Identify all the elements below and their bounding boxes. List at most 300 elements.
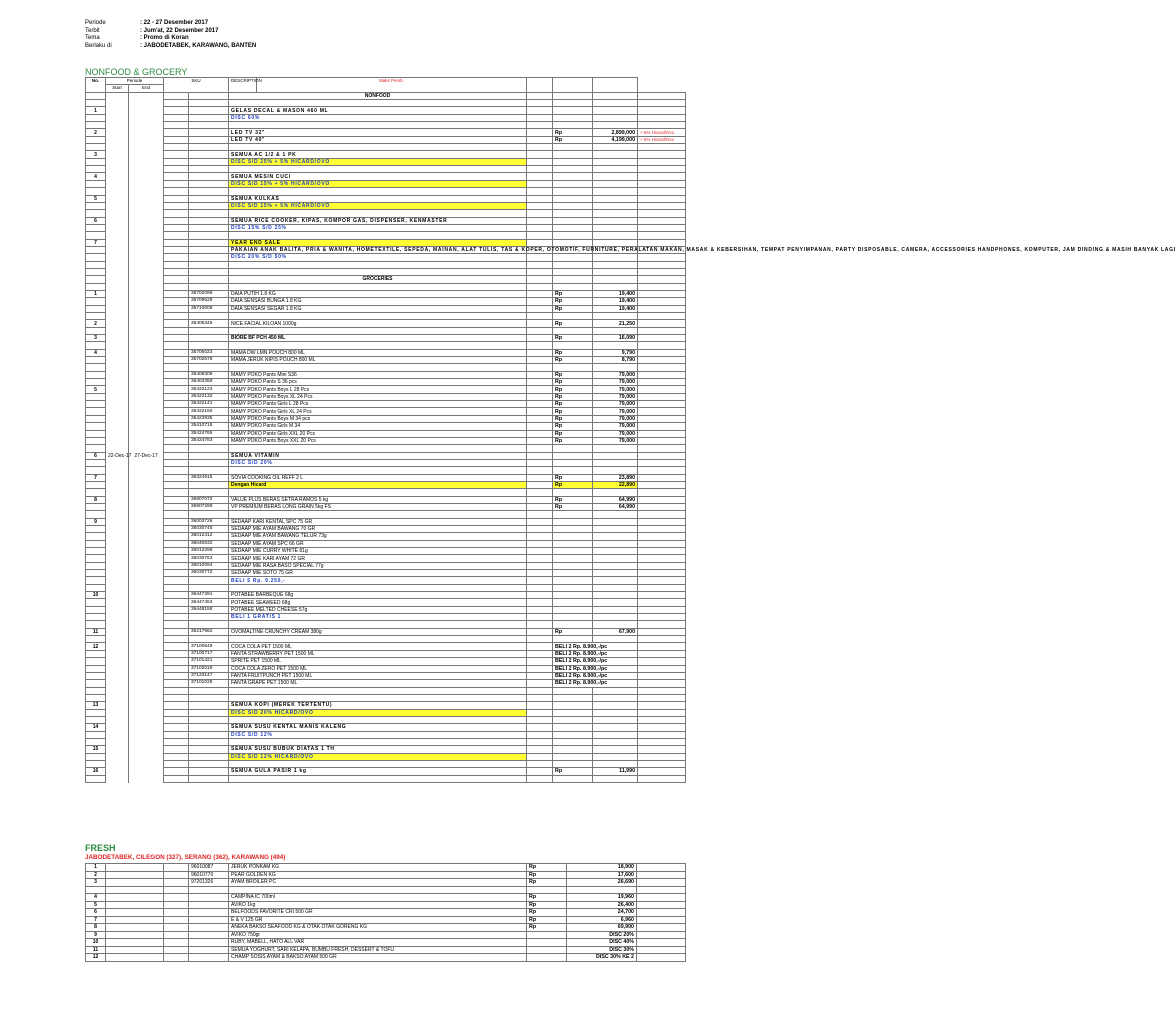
- price-cell: [593, 533, 638, 540]
- spacer-cell: [164, 290, 189, 297]
- spacer-cell: [164, 254, 189, 261]
- sku-cell: [189, 511, 229, 518]
- maks-cell: [527, 349, 553, 356]
- sku-cell: 37133147: [189, 672, 229, 679]
- periode-start: [106, 599, 129, 606]
- fresh-spacer: [164, 924, 189, 932]
- header-label: Periode: [85, 20, 106, 26]
- currency-cell: [553, 525, 593, 532]
- price-cell: [593, 592, 638, 599]
- maks-cell: [527, 753, 553, 760]
- note-cell: [638, 254, 686, 261]
- table-row: [86, 665, 686, 672]
- row-number: 6: [86, 217, 106, 224]
- note-cell: [638, 665, 686, 672]
- price-cell: [593, 100, 638, 107]
- price-cell: [593, 709, 638, 716]
- periode-start: [106, 694, 129, 701]
- periode-start: [106, 738, 129, 745]
- currency-cell: [553, 342, 593, 349]
- description-cell: [229, 599, 527, 606]
- currency-cell: [553, 122, 593, 129]
- periode-end: [129, 151, 164, 158]
- periode-start: [106, 246, 129, 253]
- spacer-cell: [164, 738, 189, 745]
- fresh-spacer: [106, 886, 164, 894]
- description-cell: [229, 327, 527, 334]
- description-cell: [229, 716, 527, 723]
- price-cell: [593, 114, 638, 121]
- price-cell: [593, 636, 638, 643]
- currency-cell: [553, 599, 593, 606]
- sku-cell: [189, 584, 229, 591]
- note-cell: [638, 570, 686, 577]
- row-number: [86, 276, 106, 283]
- description-cell: [229, 151, 527, 158]
- sku-cell: [189, 489, 229, 496]
- sku-cell: [189, 709, 229, 716]
- sku-cell: [189, 753, 229, 760]
- currency-cell: BELI 2 Rp. 8.900,-/pc: [553, 650, 638, 657]
- description-cell: [229, 746, 527, 753]
- description-text: POTABEE SEAWEED 68g: [231, 599, 291, 606]
- sku-cell: [189, 335, 229, 342]
- price-cell: [593, 467, 638, 474]
- row-number: [86, 680, 106, 687]
- periode-end: [129, 709, 164, 716]
- note-cell: [638, 768, 686, 775]
- row-number: [86, 254, 106, 261]
- price-cell: [593, 151, 638, 158]
- description-text: MAMY POKO Pants Girls XL 24 Pcs: [231, 408, 312, 415]
- note-cell: [638, 525, 686, 532]
- row-number: [86, 525, 106, 532]
- maks-cell: [527, 592, 553, 599]
- spacer-cell: [164, 166, 189, 173]
- description-text: PAKAIAN ANAK BALITA, PRIA & WANITA, HOMETEXTILE, SEPEDA, MAINAN, ALAT TULIS, TAS & KOPER, OTOMOTIF, FURNITURE, PERALATAN MAKAN, MASAK & KEBERSIHAN, TEMPAT PENYIMPANAN, PARTY DISPOSABLE, CAMERA, ACCESSORIES HANDPHONES, KOMPUTER, JAM DINDING & MASIH BANYAK LAGI: [231, 247, 1176, 254]
- table-row: [86, 687, 686, 694]
- description-text: NICE FACIAL KILOAN 1000g: [231, 320, 297, 327]
- header-row: [85, 43, 256, 51]
- promo-header: [85, 20, 256, 50]
- table-row: [86, 592, 686, 599]
- fresh-currency: Rp: [527, 864, 567, 872]
- currency-cell: [553, 584, 593, 591]
- periode-end: [129, 357, 164, 364]
- spacer-cell: [164, 702, 189, 709]
- maks-cell: [527, 180, 553, 187]
- currency-cell: [553, 548, 593, 555]
- description-cell: [229, 430, 527, 437]
- note-cell: [638, 144, 686, 151]
- description-text: SEMUA AC 1/2 & 1 PK: [231, 151, 297, 158]
- sku-cell: [189, 158, 229, 165]
- currency-cell: [553, 364, 593, 371]
- maks-cell: [527, 643, 553, 650]
- periode-end: [129, 570, 164, 577]
- maks-cell: [527, 122, 553, 129]
- periode-start: [106, 283, 129, 290]
- table-row: [86, 342, 686, 349]
- currency-cell: [553, 606, 593, 613]
- periode-end: [129, 107, 164, 114]
- price-cell: [593, 599, 638, 606]
- row-number: [86, 570, 106, 577]
- note-cell: [638, 775, 686, 782]
- table-row: [86, 716, 686, 723]
- currency-cell: [553, 694, 593, 701]
- table-row: [86, 114, 686, 121]
- maks-cell: [527, 335, 553, 342]
- periode-end: [129, 599, 164, 606]
- description-cell: [229, 342, 527, 349]
- description-cell: [229, 753, 527, 760]
- periode-start: [106, 518, 129, 525]
- row-number: [86, 408, 106, 415]
- maks-cell: [527, 518, 553, 525]
- row-number: 2: [86, 320, 106, 327]
- row-number: [86, 503, 106, 510]
- description-text: SEMUA SUSU KENTAL MANIS KALENG: [231, 724, 347, 731]
- fresh-note: [637, 901, 686, 909]
- periode-start: [106, 92, 129, 99]
- periode-start: [106, 746, 129, 753]
- maks-cell: [527, 276, 553, 283]
- fresh-note: [637, 879, 686, 887]
- periode-start: [106, 173, 129, 180]
- spacer-cell: [164, 518, 189, 525]
- periode-start: [106, 327, 129, 334]
- spacer-cell: [164, 305, 189, 312]
- table-row: [86, 481, 686, 488]
- spacer-cell: [164, 650, 189, 657]
- row-number: [86, 577, 106, 584]
- fresh-sku: [189, 946, 229, 954]
- periode-start: [106, 760, 129, 767]
- note-cell: [638, 680, 686, 687]
- row-number: [86, 210, 106, 217]
- periode-start: [106, 731, 129, 738]
- fresh-description: RUBY, MABELL, HATO ALL VAR: [229, 939, 527, 947]
- sku-cell: 36448158: [189, 606, 229, 613]
- periode-end: [129, 738, 164, 745]
- maks-cell: [527, 129, 553, 136]
- description-text: MAMA JERUK NIPIS POUCH 800 ML: [231, 357, 316, 364]
- note-cell: [638, 658, 686, 665]
- periode-end: [129, 577, 164, 584]
- fresh-currency: [527, 954, 567, 962]
- description-cell: [229, 210, 527, 217]
- price-cell: [593, 525, 638, 532]
- row-number: [86, 283, 106, 290]
- periode-start: [106, 702, 129, 709]
- row-number: [86, 166, 106, 173]
- periode-end: [129, 614, 164, 621]
- price-cell: [593, 166, 638, 173]
- row-number: [86, 100, 106, 107]
- table-row: [86, 393, 686, 400]
- fresh-row: [86, 939, 686, 947]
- sku-cell: [189, 364, 229, 371]
- periode-start: [106, 445, 129, 452]
- spacer-cell: [164, 525, 189, 532]
- sku-cell: [189, 342, 229, 349]
- maks-cell: [527, 202, 553, 209]
- description-text: SEDAAP MIE AYAM SPC 66 GR: [231, 540, 304, 547]
- sku-cell: 35422150: [189, 408, 229, 415]
- fresh-note: [637, 931, 686, 939]
- spacer-cell: [164, 364, 189, 371]
- description-text: DISC S/D 20% HICARD/OVO: [231, 709, 314, 716]
- note-cell: [638, 746, 686, 753]
- currency-cell: [553, 731, 593, 738]
- description-cell: [229, 305, 527, 312]
- description-cell: [229, 643, 527, 650]
- table-row: [86, 129, 686, 136]
- description-text: BELI 5 Rp. 9.250,-: [231, 577, 286, 584]
- currency-cell: [553, 100, 593, 107]
- currency-cell: [553, 173, 593, 180]
- currency-cell: [553, 709, 593, 716]
- price-cell: [593, 144, 638, 151]
- description-text: MAMY POKO Pants S 36 pcs: [231, 379, 297, 386]
- currency-cell: Rp: [553, 371, 593, 378]
- col-note: [593, 78, 638, 93]
- note-cell: [638, 224, 686, 231]
- note-cell: [638, 305, 686, 312]
- periode-end: [129, 606, 164, 613]
- periode-start: [106, 305, 129, 312]
- fresh-row: [86, 901, 686, 909]
- sku-cell: [189, 724, 229, 731]
- sku-cell: 36324915: [189, 474, 229, 481]
- fresh-row-number: 10: [86, 939, 106, 947]
- periode-start: [106, 548, 129, 555]
- note-cell: [638, 584, 686, 591]
- fresh-description: E & V 125 GR: [229, 916, 527, 924]
- currency-cell: Rp: [553, 357, 593, 364]
- maks-cell: [527, 650, 553, 657]
- periode-end: [129, 232, 164, 239]
- price-cell: [593, 202, 638, 209]
- periode-end: [129, 305, 164, 312]
- spacer-cell: [164, 533, 189, 540]
- sku-cell: [189, 166, 229, 173]
- periode-start: [106, 716, 129, 723]
- periode-end: [129, 349, 164, 356]
- description-text: MAMY POKO Pants Boys XXL 20 Pcs: [231, 438, 316, 445]
- currency-cell: [553, 540, 593, 547]
- periode-start: [106, 525, 129, 532]
- description-cell: [229, 518, 527, 525]
- maks-cell: [527, 298, 553, 305]
- price-cell: 19,400: [593, 305, 638, 312]
- spacer-cell: [164, 173, 189, 180]
- periode-end: [129, 481, 164, 488]
- row-number: [86, 687, 106, 694]
- spacer-cell: [164, 129, 189, 136]
- spacer-cell: [164, 430, 189, 437]
- description-text: Dengan Hicard: [231, 482, 267, 489]
- spacer-cell: [164, 768, 189, 775]
- description-cell: [229, 702, 527, 709]
- table-row: [86, 746, 686, 753]
- row-number: [86, 716, 106, 723]
- sku-cell: [189, 738, 229, 745]
- price-cell: 23,890: [593, 474, 638, 481]
- maks-cell: [527, 680, 553, 687]
- fresh-currency: Rp: [527, 909, 567, 917]
- description-cell: [229, 614, 527, 621]
- sku-cell: 35710008: [189, 305, 229, 312]
- fresh-row: [86, 894, 686, 902]
- table-row: [86, 195, 686, 202]
- fresh-description: JERUK PONKAM KG: [229, 864, 527, 872]
- periode-end: [129, 680, 164, 687]
- periode-start: [106, 584, 129, 591]
- fresh-sku: [189, 909, 229, 917]
- fresh-row-number: 3: [86, 879, 106, 887]
- description-text: MAMA DW LMN POUCH 800 ML: [231, 349, 305, 356]
- fresh-row: [86, 871, 686, 879]
- row-number: 4: [86, 349, 106, 356]
- spacer-cell: [164, 665, 189, 672]
- description-text: SOVIA COOKING OIL REFF 2 L: [231, 474, 304, 481]
- spacer-cell: [164, 658, 189, 665]
- sku-cell: 37100548: [189, 643, 229, 650]
- maks-cell: [527, 672, 553, 679]
- currency-cell: [553, 151, 593, 158]
- table-row: [86, 724, 686, 731]
- table-row: [86, 202, 686, 209]
- spacer-cell: [164, 202, 189, 209]
- row-number: [86, 533, 106, 540]
- table-row: [86, 371, 686, 378]
- note-cell: + 5% Hicard/Ovo: [638, 129, 686, 136]
- row-number: [86, 614, 106, 621]
- periode-end: [129, 437, 164, 444]
- table-row: [86, 628, 686, 635]
- fresh-spacer: [164, 931, 189, 939]
- header-row: [85, 20, 256, 28]
- periode-end: [129, 724, 164, 731]
- row-number: [86, 423, 106, 430]
- periode-end: [129, 445, 164, 452]
- spacer-cell: [164, 540, 189, 547]
- periode-end: [129, 401, 164, 408]
- periode-start: [106, 202, 129, 209]
- sku-cell: 35422141: [189, 401, 229, 408]
- table-row: [86, 643, 686, 650]
- row-number: [86, 650, 106, 657]
- row-number: 15: [86, 746, 106, 753]
- fresh-spacer: [164, 916, 189, 924]
- periode-start: [106, 408, 129, 415]
- fresh-sku: [189, 916, 229, 924]
- table-row: [86, 386, 686, 393]
- description-cell: [229, 562, 527, 569]
- fresh-price: 19,960: [567, 894, 637, 902]
- note-cell: [638, 716, 686, 723]
- periode-start: [106, 753, 129, 760]
- description-cell: [229, 298, 527, 305]
- sku-cell: [189, 268, 229, 275]
- table-row: [86, 694, 686, 701]
- note-cell: [638, 760, 686, 767]
- periode-start: [106, 680, 129, 687]
- note-cell: [638, 540, 686, 547]
- row-number: 3: [86, 335, 106, 342]
- spacer-cell: [164, 467, 189, 474]
- currency-cell: [553, 489, 593, 496]
- description-text: DISC S/D 25% + 5% HICARD/OVO: [231, 158, 330, 165]
- fresh-description: CHAMP SOSIS AYAM & BAKSO AYAM 500 GR: [229, 954, 527, 962]
- row-number: 8: [86, 496, 106, 503]
- currency-cell: [553, 452, 593, 459]
- currency-cell: [553, 232, 593, 239]
- spacer-cell: [164, 694, 189, 701]
- spacer-cell: [164, 753, 189, 760]
- currency-cell: [553, 555, 593, 562]
- sku-cell: 35403359: [189, 379, 229, 386]
- note-cell: [638, 188, 686, 195]
- note-cell: [638, 511, 686, 518]
- description-cell: [229, 276, 527, 283]
- price-cell: [593, 158, 638, 165]
- table-row: [86, 518, 686, 525]
- table-row: [86, 180, 686, 187]
- periode-start: [106, 357, 129, 364]
- maks-cell: [527, 570, 553, 577]
- header-row: [85, 35, 256, 43]
- description-cell: [229, 445, 527, 452]
- col-periode: Periode: [106, 78, 164, 85]
- spacer-cell: [164, 239, 189, 246]
- periode-start: [106, 151, 129, 158]
- periode-end: [129, 239, 164, 246]
- maks-cell: [527, 584, 553, 591]
- maks-cell: [527, 107, 553, 114]
- maks-cell: [527, 533, 553, 540]
- note-cell: [638, 276, 686, 283]
- sku-cell: [189, 452, 229, 459]
- row-number: [86, 232, 106, 239]
- col-end: End: [129, 85, 164, 92]
- table-row: [86, 290, 686, 297]
- row-number: 16: [86, 768, 106, 775]
- sku-cell: [189, 702, 229, 709]
- note-cell: [638, 753, 686, 760]
- periode-start: [106, 503, 129, 510]
- periode-start: [106, 687, 129, 694]
- currency-cell: [553, 224, 593, 231]
- table-row: [86, 423, 686, 430]
- periode-start: [106, 474, 129, 481]
- note-cell: [638, 379, 686, 386]
- description-cell: [229, 621, 527, 628]
- description-text: SEMUA SUSU BUBUK DIATAS 1 TH: [231, 746, 335, 753]
- sku-cell: 36030772: [189, 570, 229, 577]
- table-row: [86, 379, 686, 386]
- description-cell: [229, 408, 527, 415]
- fresh-spacer: [164, 886, 189, 894]
- periode-end: [129, 702, 164, 709]
- note-cell: [638, 122, 686, 129]
- fresh-row-number: 12: [86, 954, 106, 962]
- table-row: [86, 327, 686, 334]
- fresh-spacer: [106, 909, 164, 917]
- fresh-row: [86, 954, 686, 962]
